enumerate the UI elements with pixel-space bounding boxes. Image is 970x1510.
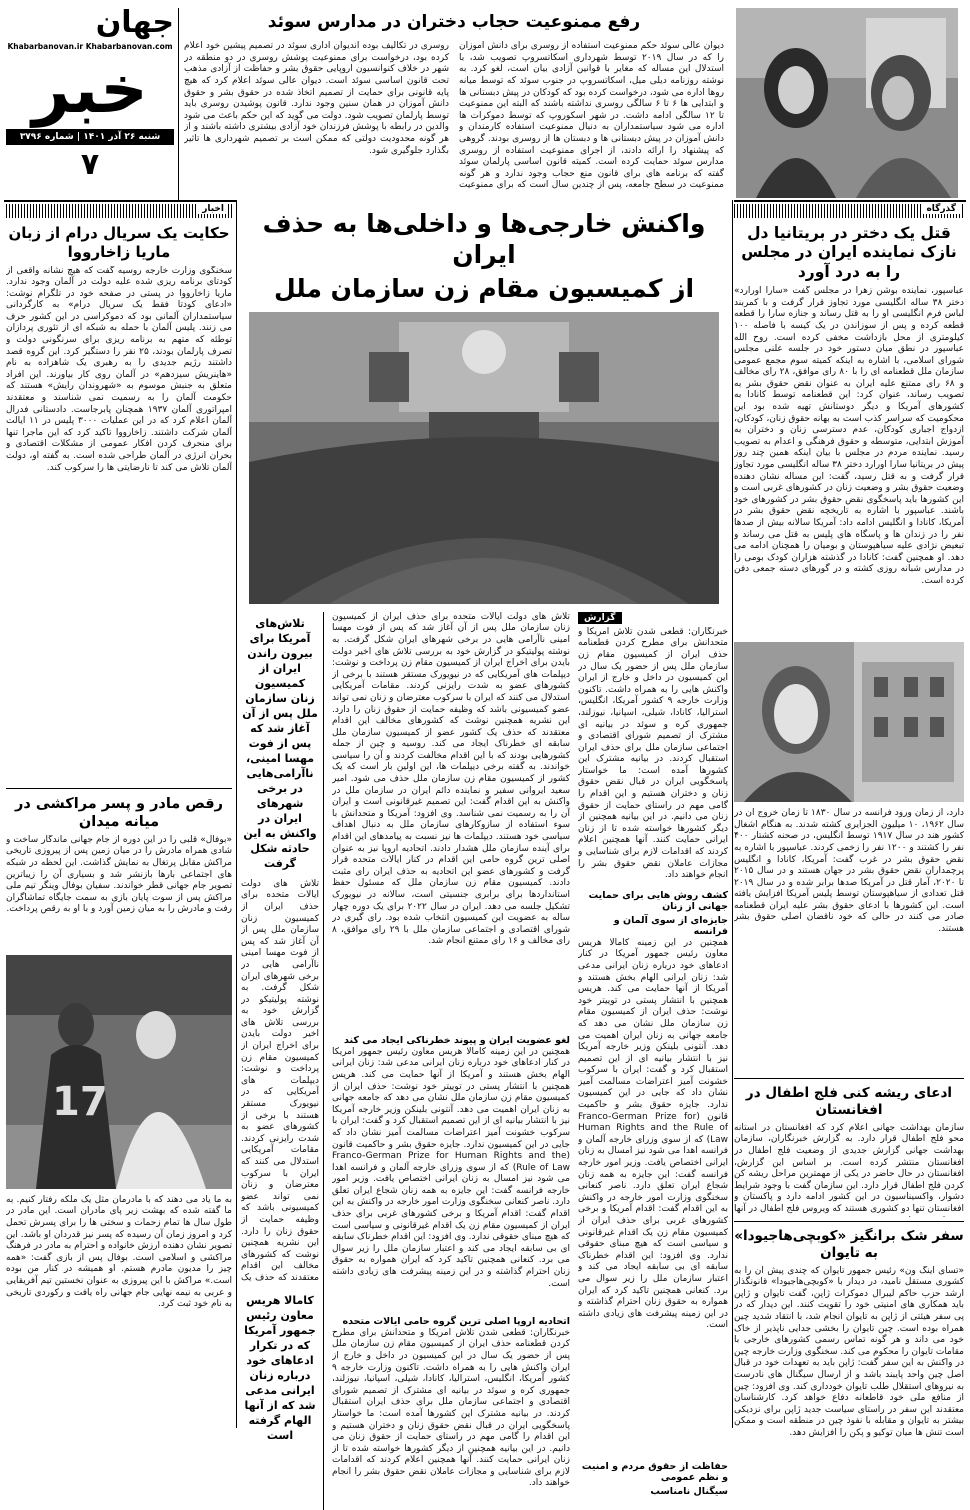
schoolgirls-photo — [736, 8, 958, 198]
left-column — [6, 204, 232, 1426]
morocco-body: «بوفال» قلبی را در این دوره از جام جهانی ماندگار ساخت و شادی همراه مادرش را در میان زمین پس از پیروزی تاریخی مراکش مقابل پرتغال به نمایش گذاشت. این لحظه در شبکه های اجتماعی بارها بازنشر شد و بسیاری آن را زیباترین تصویر جام جهانی قطر خواندند. سفیان بوفال وینگر تیم ملی مراکش پس از سوت پایان بازی به سمت جایگاه تماشاگران رفت و مادرش را به میان زمین آورد و با او به رقص پرداخت. — [6, 834, 232, 915]
main-col-d-body: تلاش های دولت ایالات متحده برای حذف ایران از کمیسیون زنان سازمان ملل پس از آن آغاز شد که پس از فوت مهسا امینی ناآرامی هایی در برخی شهرهای ایران شکل گرفت. به نوشته پولیتیکو در گزارش خود به بررسی تلاش های اخیر دولت بایدن برای اخراج ایران از کمیسیون مقام زن پرداخت و نوشت: دیپلمات های آمریکایی که در نیویورک مستقر هستند با برخی از کشورهای عضو به شدت رایزنی کردند. مقامات آمریکایی استدلال می کنند که ایران با سرکوب معترضان و زنان نمی تواند عضو کمیسیونی باشد که وظیفه حمایت از حقوق زنان را دارد. این نشریه همچنین نوشت که کشورهای مخالف این اقدام معتقدند که حذف یک — [241, 878, 319, 1283]
top-article-title: رفع ممنوعیت حجاب دختران در مدارس سوئد — [267, 12, 641, 32]
masthead-section: جهان — [95, 5, 174, 40]
un-assembly-photo — [249, 312, 719, 604]
column-label: گذرگاه — [922, 204, 960, 214]
report-label: گزارش — [578, 612, 622, 624]
main-article — [240, 204, 728, 1497]
subhead-bad-signal: سیگنال نامناسب — [650, 1485, 728, 1497]
article-body-continued: دارد، از زمان ورود فرانسه در سال ۱۸۳۰ تا زمان خروج آن در سال ۱۹۶۲، ۱۰ میلیون الجزایری کشته شدند. به هنگام اشغال کشور هند در سال ۱۹۱۷ توسط انگلیس، در صحنه کشتار ۴۰۰ نفر را کشتند و ۱۲۰۰ نفر را زخمی کردند. عباسپور با اشاره به نقض حقوق بشر در غرب گفت: آمریکا، کانادا و انگلیس پرچمداران نقض حقوق بشر در جهان هستند و در سال ۲۰۱۵ تا ۲۰۲۰، آمار قتل در آمریکا صدها برابر شده و در سال ۲۰۱۹ قتل تعدادی از سیاهپوستان توسط پلیس آمریکا افزایش یافته است. این کشورها با ادعای حقوق بشر علیه ایران قطعنامه صادر می کنند در حالی که خود ناقضان اصلی حقوق بشر هستند. — [734, 808, 964, 935]
subhead-public-order: حفاظت از حقوق مردم و امنیت و نظم عمومی — [581, 1460, 728, 1483]
page-number: ۷ — [80, 147, 100, 182]
top-right-photo — [736, 8, 958, 198]
main-col-c-body-2: همچنین در این زمینه کامالا هریس معاون رئیس جمهور آمریکا در کنار ادعاهای خود درباره زنان ایرانی مدعی شد: زنان ایرانی الهام بخش هستند و آمریکا از آنها حمایت می کند. هریس همچنین با انتشار پستی در توییتر خود نوشت: حذف ایران از کمیسیون مقام زن سازمان ملل نشان می دهد که جامعه جهانی به زنان ایران اهمیت می دهد. آنتونی بلینکن وزیر خارجه آمریکا نیز با انتشار بیانیه ای از این تصمیم استقبال کرد و گفت: ایران با سرکوب خشونت آمیز اعتراضات مسالمت آمیز نشان داد که جایی در این کمیسیون ندارد. جایزه حقوق بشر و حاکمیت قانون (Franco-German Prize for Human Rights and the Rule of Law) که از سوی وزرای خارجه آلمان و فرانسه اهدا می شود نیز امسال به زنان ایرانی اختصاص یافت. وزیر امور خارجه فرانسه گفت: این جایزه به همه زنان شجاع ایران تعلق دارد. ناصر کنعانی سخنگوی وزارت امور خارجه در واکنش به این اقدام گفت: اقدام آمریکا و برخی کشورهای غربی برای حذف ایران از کمیسیون مقام زن یک اقدام غیرقانونی و سیاسی است که هیچ مبنای حقوقی ندارد. وی افزود: این اقدام خطرناک سابقه ای بی سابقه ایجاد می کند و اعتبار سازمان ملل را زیر سوال می برد. کنعانی همچنین تاکید کرد که ایران همواره به حقوق زنان احترام گذاشته و در این زمینه پیشرفت های زیادی داشته است. — [332, 1046, 570, 1289]
pull-quote-1: تلاش‌های آمریکا برای بیرون راندن ایران از کمیسیون زنان سازمان ملل پس از آن آغاز شد که پس از فوت مهسا امینی، ناآرامی‌هایی در برخی شهرهای ایران در واکنش به این حادثه شکل گرفت — [242, 616, 318, 870]
subhead-german-french-prize: جایزه‌ای از سوی آلمان و فرانسه — [613, 914, 728, 937]
top-article — [184, 6, 724, 196]
subhead-dangerous-link: لغو عضویت ایران و پیوند خطرناکی ایجاد می کند — [343, 1034, 570, 1046]
subhead-eu-support: اتحادیه اروپا اصلی ترین گروه حامی ایالات متحده — [342, 1315, 570, 1327]
portrait-photo — [734, 642, 964, 802]
morocco-body-continued: به ما یاد می دهند که با مادرمان مثل یک ملکه رفتار کنیم. به ما گفته شده که بهشت زیر پای مادران است. این مادر در طول سال ها تمام زحمات و سختی ها را برای پسرش تحمل کرد و امروز زمان آن رسیده که پسر نیز قدردان او باشد. این تصویر نشان دهنده ارزش خانواده و احترام به مادر در فرهنگ مراکشی و اسلامی است. بوفال پس از بازی گفت: «همه چیز را مدیون مادرم هستم. او همیشه در کنار من بوده است.» مراکش با این پیروزی به عنوان نخستین تیم آفریقایی و عربی به نیمه نهایی جام جهانی راه یافت و رکوردی تاریخی به نام خود ثبت کرد. — [6, 1194, 232, 1310]
main-title-line2: از کمیسیون مقام زن سازمان ملل — [273, 273, 695, 303]
report-label-bar — [578, 612, 728, 624]
zakharova-title: حکایت یک سریال درام از زبان ماریا زاخارووا — [8, 224, 230, 261]
article-body: عباسپور، نماینده بوشن زهرا در مجلس گفت «سارا اورارد» دختر ۳۸ ساله انگلیسی مورد تجاوز قرار گرفت و با کمربند لباس فرم انگلیسی او را به قتل رساند و جنازه سارا را قطعه قطعه کرده و پس از سوزاندن در یک کیسه با فاصله ۱۰۰ کیلومتری از محل بازداشت مخفی کرده است. روح الله عباسپور در نطق میان دستور خود در جلسه علنی مجلس شورای اسلامی، با اشاره به اینکه کمیته سوم مجمع عمومی سازمان ملل قطعنامه ای را با ۸۰ رای موافق، ۲۸ رای مخالف و ۶۸ رای ممتنع علیه ایران به عنوان نقض حقوق بشر به تصویب رساند، عنوان کرد: این قطعنامه توسط کانادا به کشورهای آمریکا و دیگر دوستانش تهیه شده بود این محکومیت که سراسر کذب است به بهانه حقوق زنان، کودکان، ازدواج اجباری کودکان، عدم دسترسی زنان و دختران به آموزش ابتدایی، متوسطه و حقوق فرهنگی و اعدام به تصویب رسید. نماینده مردم در مجلس با بیان اینکه همین چند روز پیش در بریتانیا سارا اورارد دختر ۳۸ ساله انگلیسی مورد تجاوز قرار گرفت و به قتل رسید، گفت: این مساله نشان دهنده وضعیت حقوق بشر و وضعیت زنان در کشورهای غربی است و این کشورها باید پاسخگوی نقض حقوق بشر در کشورهای خود باشند. عباسپور با اشاره به تاریخچه نقض حقوق بشر در آمریکا، کانادا و انگلیس ادامه داد: آمریکا سالانه بیش از صدها نفر را در زندان ها و پاسگاه های پلیس به قتل می رساند و تبعیض نژادی علیه سیاهپوستان و بومیان را همچنان ادامه می دهد. او همچنین گفت: کانادا در گذشته هزاران کودک بومی را در مدارس شبانه روزی کشته و در گورهای دسته جمعی دفن کرده است. — [734, 286, 964, 586]
taiwan-body: «تسای اینگ ون» رئیس جمهور تایوان که چندی پیش آن را به کشوری مستقل نامید، در دیدار با «کوبچی‌هاجیودا» قانونگذار ارشد حزب حاکم لیبرال دموکرات ژاپن، گفت تایوان و ژاپن باید همکاری های امنیتی خود را تقویت کنند. این دیدار که در پی سفر هیئتی از ژاپن به تایوان انجام شد، با انتقاد شدید چین همراه بوده است. چین تایوان را بخشی جدایی ناپذیر از خاک خود می داند و هر گونه تماس رسمی کشورهای خارجی با مقامات تایوان را محکوم می کند. سخنگوی وزارت خارجه چین در واکنش به این سفر گفت: ژاپن باید به تعهدات خود در قبال اصل چین واحد پایبند باشد و از ارسال سیگنال های نادرست به نیروهای استقلال طلب تایوان خودداری کند. وی افزود: چین از منافع ملی خود قاطعانه دفاع خواهد کرد. کارشناسان معتقدند این سفر در راستای سیاست جدید ژاپن برای نزدیکی بیشتر به تایوان و مقابله با نفوذ چین در منطقه است و ممکن است تنش ها میان توکیو و پکن را افزایش دهد. — [734, 1265, 964, 1438]
main-col-a-body: خبرنگاران: قطعی شدن تلاش آمریکا و متحدانش برای مطرح کردن قطعنامه حذف ایران از کمیسیون مقام زن سازمان ملل پس از حضور یک سال در این کمیسیون در داخل و خارج از ایران واکنش هایی را به همراه داشت. تاکنون وزارت خارجه ۹ کشور آمریکا، انگلیس، استرالیا، کانادا، شیلی، اسپانیا، نیوزلند، جمهوری کره و سوئد در بیانیه ای مشترک از تصمیم شورای اقتصادی و اجتماعی سازمان ملل برای حذف ایران استقبال کردند. در بیانیه مشترک این کشورها آمده است: ما خواستار پاسخگویی ایران در قبال نقض حقوق زنان و دختران هستیم و این اقدام را گامی مهم در راستای حمایت از حقوق زنان می دانیم. در این بیانیه همچنین از دیگر کشورها خواسته شده تا از زنان ایرانی حمایت کنند. آنها همچنین اعلام کردند که اقدامات لازم برای شناسایی و مجازات عاملان نقض حقوق بشر را انجام خواهند داد. — [578, 626, 728, 881]
mother-son-dance-photo — [6, 955, 232, 1189]
zakharova-body: سخنگوی وزارت خارجه روسیه گفت که هیچ نشانه واقعی از کودتای برنامه ریزی شده علیه دولت در آلمان وجود ندارد. ماریا زاخارووا در پستی در صفحه خود در تلگرام نوشت: «ادعای کودتا فقط یک سریال درام» به کارگردانی سیاستمداران آلمانی بود که دموکراسی در این کشور حرف می زنند. پلیس آلمان با حمله به شبکه ای از تئوری پردازان توطئه که متهم به برنامه ریزی برای سرنگونی دولت و تصرف پارلمان بودند، ۲۵ نفر را دستگیر کرد. این گروه قصد داشتند رژیم جدیدی را به رهبری یک شاهزاده به نام «هاینریش سیزدهم» در آلمان روی کار بیاورند. این افراد متعلق به جنبش موسوم به «شهروندان رایش» هستند که حکومت آلمان را به رسمیت نمی شناسند و معتقدند امپراتوری آلمان ۱۹۳۷ همچنان پابرجاست. دادستانی فدرال آلمان اعلام کرد که در این عملیات ۳۰۰۰ پلیس در ۱۱ ایالت آلمان شرکت داشتند. زاخارووا تاکید کرد که این ماجرا تنها برای منحرف کردن افکار عمومی از مشکلات اقتصادی و بحران انرژی در آلمان طراحی شده است. به گفته او، دولت آلمان تلاش می کند تا نارضایتی ها را سرکوب کند. — [6, 265, 232, 473]
main-col-c-body: تلاش های دولت ایالات متحده برای حذف ایران از کمیسیون زنان سازمان ملل پس از آن آغاز شد که پس از فوت مهسا امینی ناآرامی هایی در برخی شهرهای ایران شکل گرفت. به نوشته پولیتیکو در گزارش خود به بررسی تلاش های اخیر دولت بایدن برای اخراج ایران از کمیسیون مقام زن پرداخت و نوشت: دیپلمات های آمریکایی که در نیویورک مستقر هستند با برخی از کشورهای عضو به شدت رایزنی کردند. مقامات آمریکایی استدلال می کنند که ایران با سرکوب معترضان و زنان نمی تواند عضو کمیسیونی باشد که وظیفه حمایت از حقوق زنان را دارد. این نشریه همچنین نوشت که کشورهای مخالف این اقدام معتقدند که حذف یک کشور عضو از کمیسیون سازمان ملل سابقه ای خطرناک ایجاد می کند. روسیه و چین از جمله کشورهایی بودند که با این اقدام مخالفت کردند و آن را سیاسی خواندند. به گفته برخی دیپلمات ها، این اولین بار است که یک کشور از کمیسیون مقام زن سازمان ملل حذف می شود. امیر سعید ایروانی سفیر و نماینده دائم ایران در سازمان ملل در واکنش به این اقدام گفت: این تصمیم غیرقانونی است و ایران آن را به رسمیت نمی شناسد. وی افزود: آمریکا و متحدانش با سوء استفاده از سازوکارهای سازمان ملل به دنبال اهداف سیاسی خود هستند. دیپلمات ها نیز نسبت به پیامدهای این اقدام برای آینده سازمان ملل هشدار دادند. اتحادیه اروپا نیز به عنوان اصلی ترین گروه حامی این اقدام در کنار ایالات متحده قرار گرفت و کشورهای عضو این اتحادیه به حذف ایران رای مثبت دادند. کمیسیون مقام زن سازمان ملل که مسئول حفظ استانداردها برای برابری جنسیتی است، سالانه در نیویورک تشکیل جلسه می دهد. ایران در سال ۲۰۲۲ برای یک دوره چهار ساله به عضویت این کمیسیون انتخاب شده بود. رای گیری در شورای اقتصادی و اجتماعی سازمان ملل با ۲۹ رای موافق، ۸ رای مخالف و ۱۶ رای ممتنع انجام شد. — [332, 611, 570, 947]
newspaper-logo: خبر — [32, 51, 148, 128]
pull-quote-2: کامالا هریس معاون رئیس جمهور آمریکا که در تکرار ادعاهای خود درباره زنان ایرانی مدعی شد که از آنها الهام گرفته است — [244, 1293, 316, 1442]
un-hall-photo — [249, 312, 719, 604]
date-line: شنبه ۲۶ آذر ۱۴۰۱ | شماره ۳۷۹۶ — [6, 129, 174, 145]
column-label-bar — [734, 204, 964, 218]
article-title: قتل یک دختر در بریتانیا دل نازک نماینده ایران در مجلس را به درد آورد — [741, 224, 957, 281]
masthead — [6, 6, 174, 198]
column-label: اخبار — [198, 204, 228, 214]
main-col-c-body-3: خبرنگاران: قطعی شدن تلاش آمریکا و متحدانش برای مطرح کردن قطعنامه حذف ایران از کمیسیون مقام زن سازمان ملل پس از حضور یک سال در این کمیسیون در داخل و خارج از ایران واکنش هایی را به همراه داشت. تاکنون وزارت خارجه ۹ کشور آمریکا، انگلیس، استرالیا، کانادا، شیلی، اسپانیا، نیوزلند، جمهوری کره و سوئد در بیانیه ای مشترک از تصمیم شورای اقتصادی و اجتماعی سازمان ملل برای حذف ایران استقبال کردند. در بیانیه مشترک این کشورها آمده است: ما خواستار پاسخگویی ایران در قبال نقض حقوق زنان و دختران هستیم و این اقدام را گامی مهم در راستای حمایت از حقوق زنان می دانیم. در این بیانیه همچنین از دیگر کشورها خواسته شده تا از زنان ایرانی حمایت کنند. آنها همچنین اعلام کردند که اقدامات لازم برای شناسایی و مجازات عاملان نقض حقوق بشر را انجام خواهند داد. — [332, 1327, 570, 1489]
right-column — [734, 204, 964, 1438]
morocco-photo — [6, 955, 232, 1189]
article-photo — [734, 642, 964, 802]
column-label-bar — [6, 204, 232, 218]
top-article-col1: دیوان عالی سوئد حکم ممنوعیت استفاده از روسری برای دانش آموزان را که در سال ۲۰۱۹ توسط شهرداری اسکاتسروپ تصویب شد، با استدلال این مساله که مغایر با قوانین آزادی بیان است، لغو کرد. به نوشته روزنامه دیلی میل، اسکاتسروپ در جنوب سوئد که توسط میانه روها اداره می شود، درخواست کرده بود که کودکان در پیش دبستانی ها و ابتدایی ها ۶ تا ۶ سالگی روسری نداشته باشند که البته این ممنوعیت تا ۱۲ سالگی ادامه داشت. در شهر اسکوروپ که توسط دموکرات ها اداره می شود سیاستمداران به دنبال ممنوعیت استفاده کارمندان و دانش آموزان در پیش دبستانی ها و دبستان ها از روسری بودند. گروهی که پیشنهاد را ارائه دادند، از اجرای ممنوعیت استفاده از روسری مدارس سوئد حمایت کرده است. کمیته قانون اساسی پارلمان سوئد گفته که برنامه های برای قانون منع حجاب وجود ندارد و هر گونه ممنوعیت در سطح جامعه، پس از چندین سال است که برای ممنوعیت — [459, 41, 724, 191]
afghanistan-body: سازمان بهداشت جهانی اعلام کرد که افغانستان در آستانه محو فلج اطفال قرار دارد. به گزارش خبرنگاران، سازمان بهداشت جهانی گزارش جدیدی از وضعیت فلج اطفال در افغانستان منتشر کرده است. بر اساس این گزارش، افغانستان در حال حاضر در یکی از مهمترین مراحل ریشه کن کردن فلج اطفال قرار دارد. این سازمان گفت با وجود شرایط دشوار، واکسیناسیون در این کشور ادامه دارد و پاکستان و افغانستان تنها دو کشوری هستند که ویروس فلج اطفال در آنها — [734, 1122, 964, 1215]
taiwan-title: سفر شک برانگیز «کوبچی‌هاجیودا» به تایوان — [734, 1227, 964, 1261]
svg-text:17: 17 — [52, 1078, 108, 1125]
afghanistan-title: ادعای ریشه کنی فلج اطفال در افغانستان — [745, 1085, 953, 1118]
masthead-sites: Khabarbanovan.ir Khabarbanovan.com — [7, 42, 173, 51]
main-title-line1: واکنش خارجی‌ها و داخلی‌ها به حذف ایران — [262, 209, 706, 270]
top-article-col2: روسری در تکالیف بوده اندیوان اداری سوئد در تصمیم پیشین خود اعلام کرده بود، درخواست برای ممنوعیت پوشش روسری در دو منطقه در شهر در خلاف کنوانسیون اروپایی حقوق بشر و حفاظت از آزادی مذهب تحت قانون اساسی سوئد است. دیوان عالی سوئد اعلام کرد که هیچ پایه قانونی برای حمایت از تصمیم اتخاذ شده در حقوق بشر و حقوق دانش آموزان در همان سنین وجود ندارد. قانون پوشیدن روسری باید توسط پارلمان تصویب شود. دولت می گوید که این حکم باعث می شود والدین در رابطه با پوشش فرزندان خود آزادی بیشتری داشته باشند و از هر گونه محدودیت دولتی که ممکن است بر تصمیم شهرداری ها تاثیر بگذارد جلوگیری شود. — [184, 41, 449, 156]
main-col-a-body-2: همچنین در این زمینه کامالا هریس معاون رئیس جمهور آمریکا در کنار ادعاهای خود درباره زنان ایرانی مدعی شد: زنان ایرانی الهام بخش هستند و آمریکا از آنها حمایت می کند. هریس همچنین با انتشار پستی در توییتر خود نوشت: حذف ایران از کمیسیون مقام زن سازمان ملل نشان می دهد که جامعه جهانی به زنان ایران اهمیت می دهد. آنتونی بلینکن وزیر خارجه آمریکا نیز با انتشار بیانیه ای از این تصمیم استقبال کرد و گفت: ایران با سرکوب خشونت آمیز اعتراضات مسالمت آمیز نشان داد که جایی در این کمیسیون ندارد. جایزه حقوق بشر و حاکمیت قانون (Franco-German Prize for Human Rights and the Rule of Law) که از سوی وزرای خارجه آلمان و فرانسه اهدا می شود نیز امسال به زنان ایرانی اختصاص یافت. وزیر امور خارجه فرانسه گفت: این جایزه به همه زنان شجاع ایران تعلق دارد. ناصر کنعانی سخنگوی وزارت امور خارجه در واکنش به این اقدام گفت: اقدام آمریکا و برخی کشورهای غربی برای حذف ایران از کمیسیون مقام زن یک اقدام غیرقانونی و سیاسی است که هیچ مبنای حقوقی ندارد. وی افزود: این اقدام خطرناک سابقه ای بی سابقه ایجاد می کند و اعتبار سازمان ملل را زیر سوال می برد. کنعانی همچنین تاکید کرد که ایران همواره به حقوق زنان احترام گذاشته و در این زمینه پیشرفت های زیادی داشته است. — [578, 937, 728, 1331]
subhead-global-support: کشف روش هایی برای حمایت جهانی از زنان — [588, 889, 728, 912]
morocco-title: رقص مادر و پسر مراکشی در میانه میدان — [15, 795, 223, 830]
